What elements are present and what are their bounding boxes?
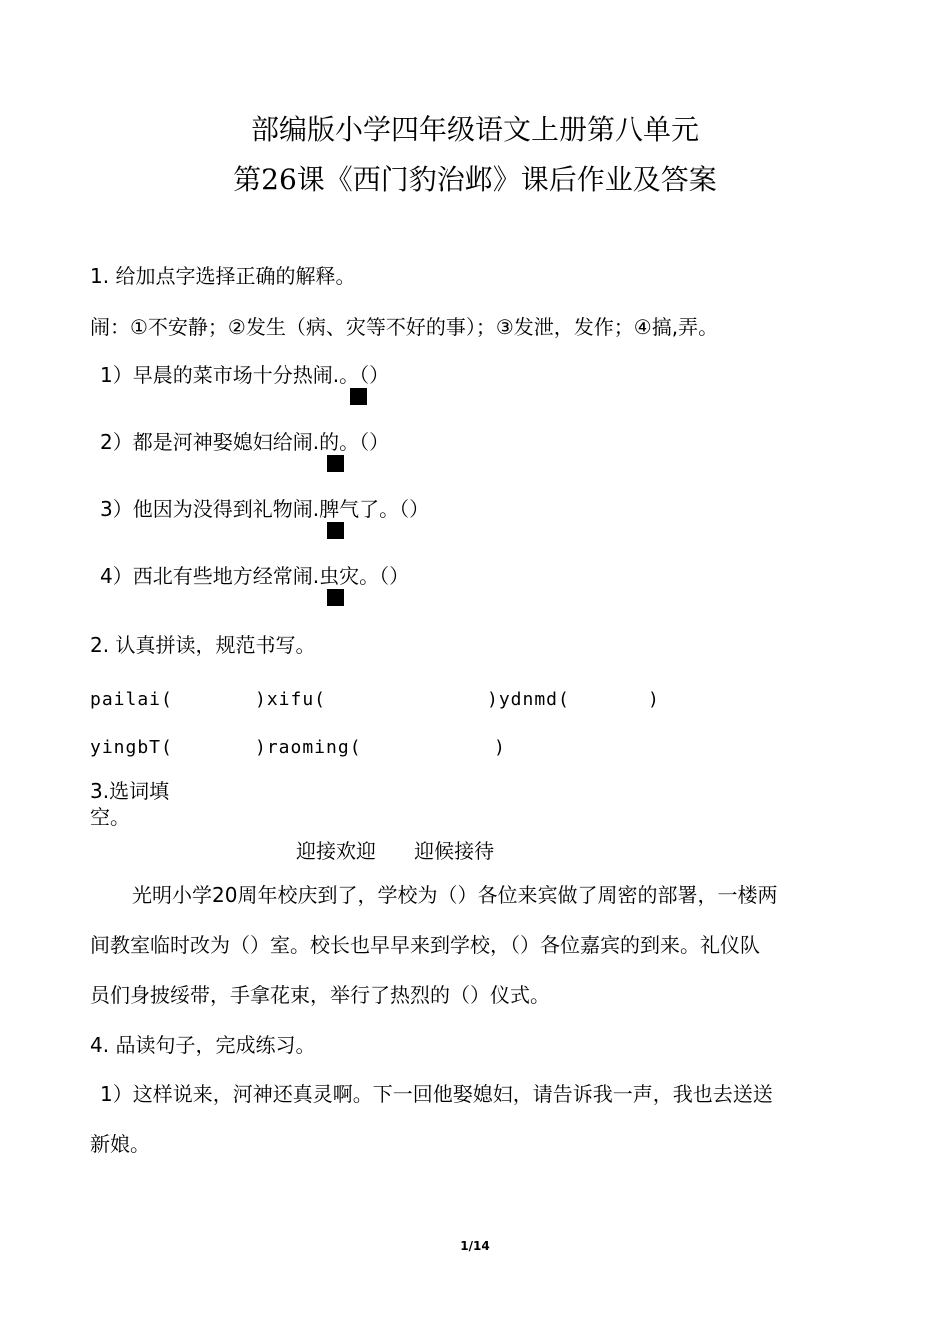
q1-item-1: 1）早晨的菜市场十分热闹.。（） [100, 363, 390, 387]
page-number: 1/14 [460, 1239, 490, 1253]
q3-heading-line2: 空。 [90, 805, 130, 829]
document-title-line2: 第26课《西门豹治邺》课后作业及答案 [233, 163, 717, 196]
q4-item-1-line2: 新娘。 [90, 1132, 150, 1156]
q3-passage-line: 间教室临时改为（）室。校长也早早来到学校，（）各位嘉宾的到来。礼仪队 [90, 933, 760, 957]
q4-heading: 4. 品读句子，完成练习。 [90, 1033, 316, 1057]
q1-heading: 1. 给加点字选择正确的解释。 [90, 264, 356, 288]
q2-heading: 2. 认真拼读，规范书写。 [90, 633, 316, 657]
pinyin-item: )ydnmd( [487, 689, 570, 710]
pinyin-item: yingbT( [90, 737, 173, 758]
q3-heading-line1: 3.选词填 [90, 779, 170, 803]
pinyin-item: ) [648, 689, 660, 710]
document-title-line1: 部编版小学四年级语文上册第八单元 [250, 113, 699, 146]
pinyin-item: )raoming( [255, 737, 362, 758]
q3-passage-line: 光明小学20周年校庆到了，学校为（）各位来宾做了周密的部署，一楼两 [132, 883, 778, 907]
emphasis-dot-marker [327, 522, 344, 539]
pinyin-item: pailai( [90, 689, 173, 710]
q1-item-2: 2）都是河神娶媳妇给闹.的。（） [100, 430, 390, 454]
emphasis-dot-marker [327, 589, 344, 606]
q3-passage-line: 员们身披绥带，手拿花束，举行了热烈的（）仪式。 [90, 983, 550, 1007]
emphasis-dot-marker [350, 388, 367, 405]
pinyin-item: )xifu( [255, 689, 327, 710]
q1-definition: 闹：①不安静；②发生（病、灾等不好的事）；③发泄，发作；④搞,弄。 [90, 315, 719, 339]
pinyin-item: ) [494, 737, 506, 758]
q4-item-1-line1: 1）这样说来，河神还真灵啊。下一回他娶媳妇，请告诉我一声，我也去送送 [100, 1082, 773, 1106]
q3-word-choices: 迎接欢迎 迎候接待 [296, 839, 495, 863]
emphasis-dot-marker [327, 455, 344, 472]
q1-item-4: 4）西北有些地方经常闹.虫灾。（） [100, 564, 410, 588]
q1-item-3: 3）他因为没得到礼物闹.脾气了。（） [100, 497, 430, 521]
